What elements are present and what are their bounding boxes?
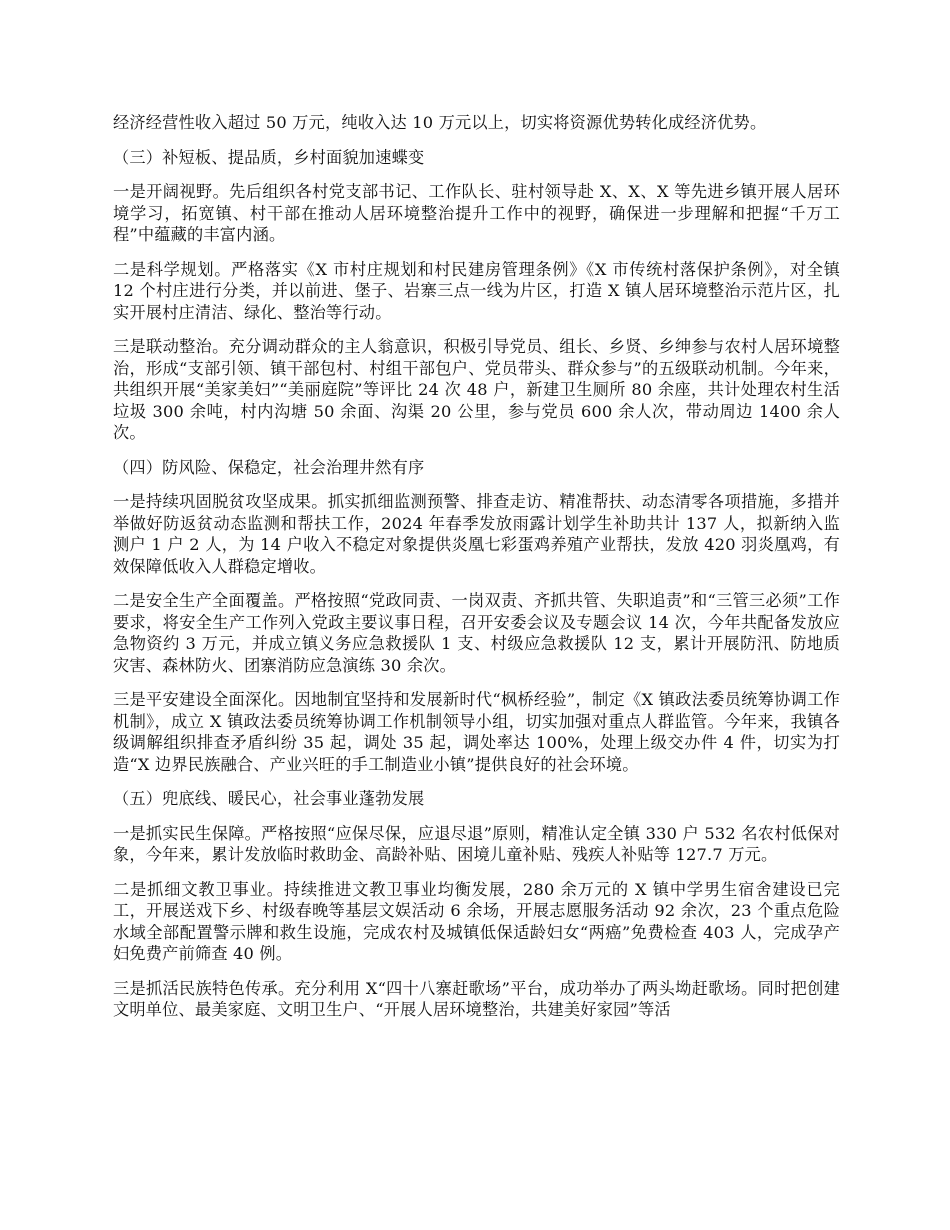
body-paragraph: 经济经营性收入超过 50 万元，纯收入达 10 万元以上，切实将资源优势转化成经济优势。 (113, 113, 767, 132)
body-paragraph: 二是科学规划。严格落实《X 市村庄规划和村民建房管理条例》《X 市传统村落保护条例》，对全镇 12 个村庄进行分类，并以前进、堡子、岩寨三点一线为片区，打造 X 镇人居环境整治示范片区，扎实开展村庄清洁、绿化、整治等行动。 (113, 259, 840, 322)
body-paragraph: 二是抓细文教卫事业。持续推进文教卫事业均衡发展，280 余万元的 X 镇中学男生宿舍建设已完工，开展送戏下乡、村级春晚等基层文娱活动 6 余场，开展志愿服务活动 92 余次，23 个重点危险水域全部配置警示牌和救生设施，完成农村及城镇低保适龄妇女“两癌”免费检查 403 人，完成孕产妇免费产前筛查 40 例。 (113, 879, 840, 963)
body-paragraph: 三是平安建设全面深化。因地制宜坚持和发展新时代“枫桥经验”，制定《X 镇政法委员统筹协调工作机制》，成立 X 镇政法委员统筹协调工作机制领导小组，切实加强对重点人群监管。今年来，我镇各级调解组织排查矛盾纠纷 35 起，调处 35 起，调处率达 100%，处理上级交办件 4 件，切实为打造“X 边界民族融合、产业兴旺的手工制造业小镇”提供良好的社会环境。 (113, 690, 840, 774)
document-page (113, 112, 840, 1034)
section-heading: （四）防风险、保稳定，社会治理井然有序 (113, 457, 425, 477)
body-paragraph: 一是开阔视野。先后组织各村党支部书记、工作队长、驻村领导赴 X、X、X 等先进乡镇开展人居环境学习，拓宽镇、村干部在推动人居环境整治提升工作中的视野，确保进一步理解和把握“千万工程”中蕴藏的丰富内涵。 (113, 182, 840, 244)
section-heading: （五）兜底线、暖民心，社会事业蓬勃发展 (113, 789, 425, 808)
body-paragraph: 二是安全生产全面覆盖。严格按照“党政同责、一岗双责、齐抓共管、失职追责”和“三管三必须”工作要求，将安全生产工作列入党政主要议事日程，召开安委会议及专题会议 14 次，今年共配备发放应急物资约 3 万元，并成立镇义务应急救援队 1 支、村级应急救援队 12 支，累计开展防汛、防地质灾害、森林防火、团寨消防应急演练 30 余次。 (113, 591, 840, 675)
body-paragraph: 一是持续巩固脱贫攻坚成果。抓实抓细监测预警、排查走访、精准帮扶、动态清零各项措施，多措并举做好防返贫动态监测和帮扶工作，2024 年春季发放雨露计划学生补助共计 137 人，拟新纳入监测户 1 户 2 人，为 14 户收入不稳定对象提供炎凰七彩蛋鸡养殖产业帮扶，发放 420 羽炎凰鸡，有效保障低收入人群稳定增收。 (113, 492, 840, 576)
body-paragraph: 三是抓活民族特色传承。充分利用 X“四十八寨赶歌场”平台，成功举办了两头坳赶歌场。同时把创建文明单位、最美家庭、文明卫生户、“开展人居环境整治，共建美好家园”等活 (113, 978, 840, 1019)
body-paragraph: 一是抓实民生保障。严格按照“应保尽保，应退尽退”原则，精准认定全镇 330 户 532 名农村低保对象，今年来，累计发放临时救助金、高龄补贴、困境儿童补贴、残疾人补贴等 127.7 万元。 (113, 823, 840, 864)
body-paragraph: 三是联动整治。充分调动群众的主人翁意识，积极引导党员、组长、乡贤、乡绅参与农村人居环境整治，形成“支部引领、镇干部包村、村组干部包户、党员带头、群众参与”的五级联动机制。今年来，共组织开展“美家美妇”“美丽庭院”等评比 24 次 48 户，新建卫生厕所 80 余座，共计处理农村生活垃圾 300 余吨，村内沟塘 50 余面、沟渠 20 公里，参与党员 600 余人次，带动周边 1400 余人次。 (113, 337, 840, 442)
section-heading: （三）补短板、提品质，乡村面貌加速蝶变 (113, 147, 425, 167)
